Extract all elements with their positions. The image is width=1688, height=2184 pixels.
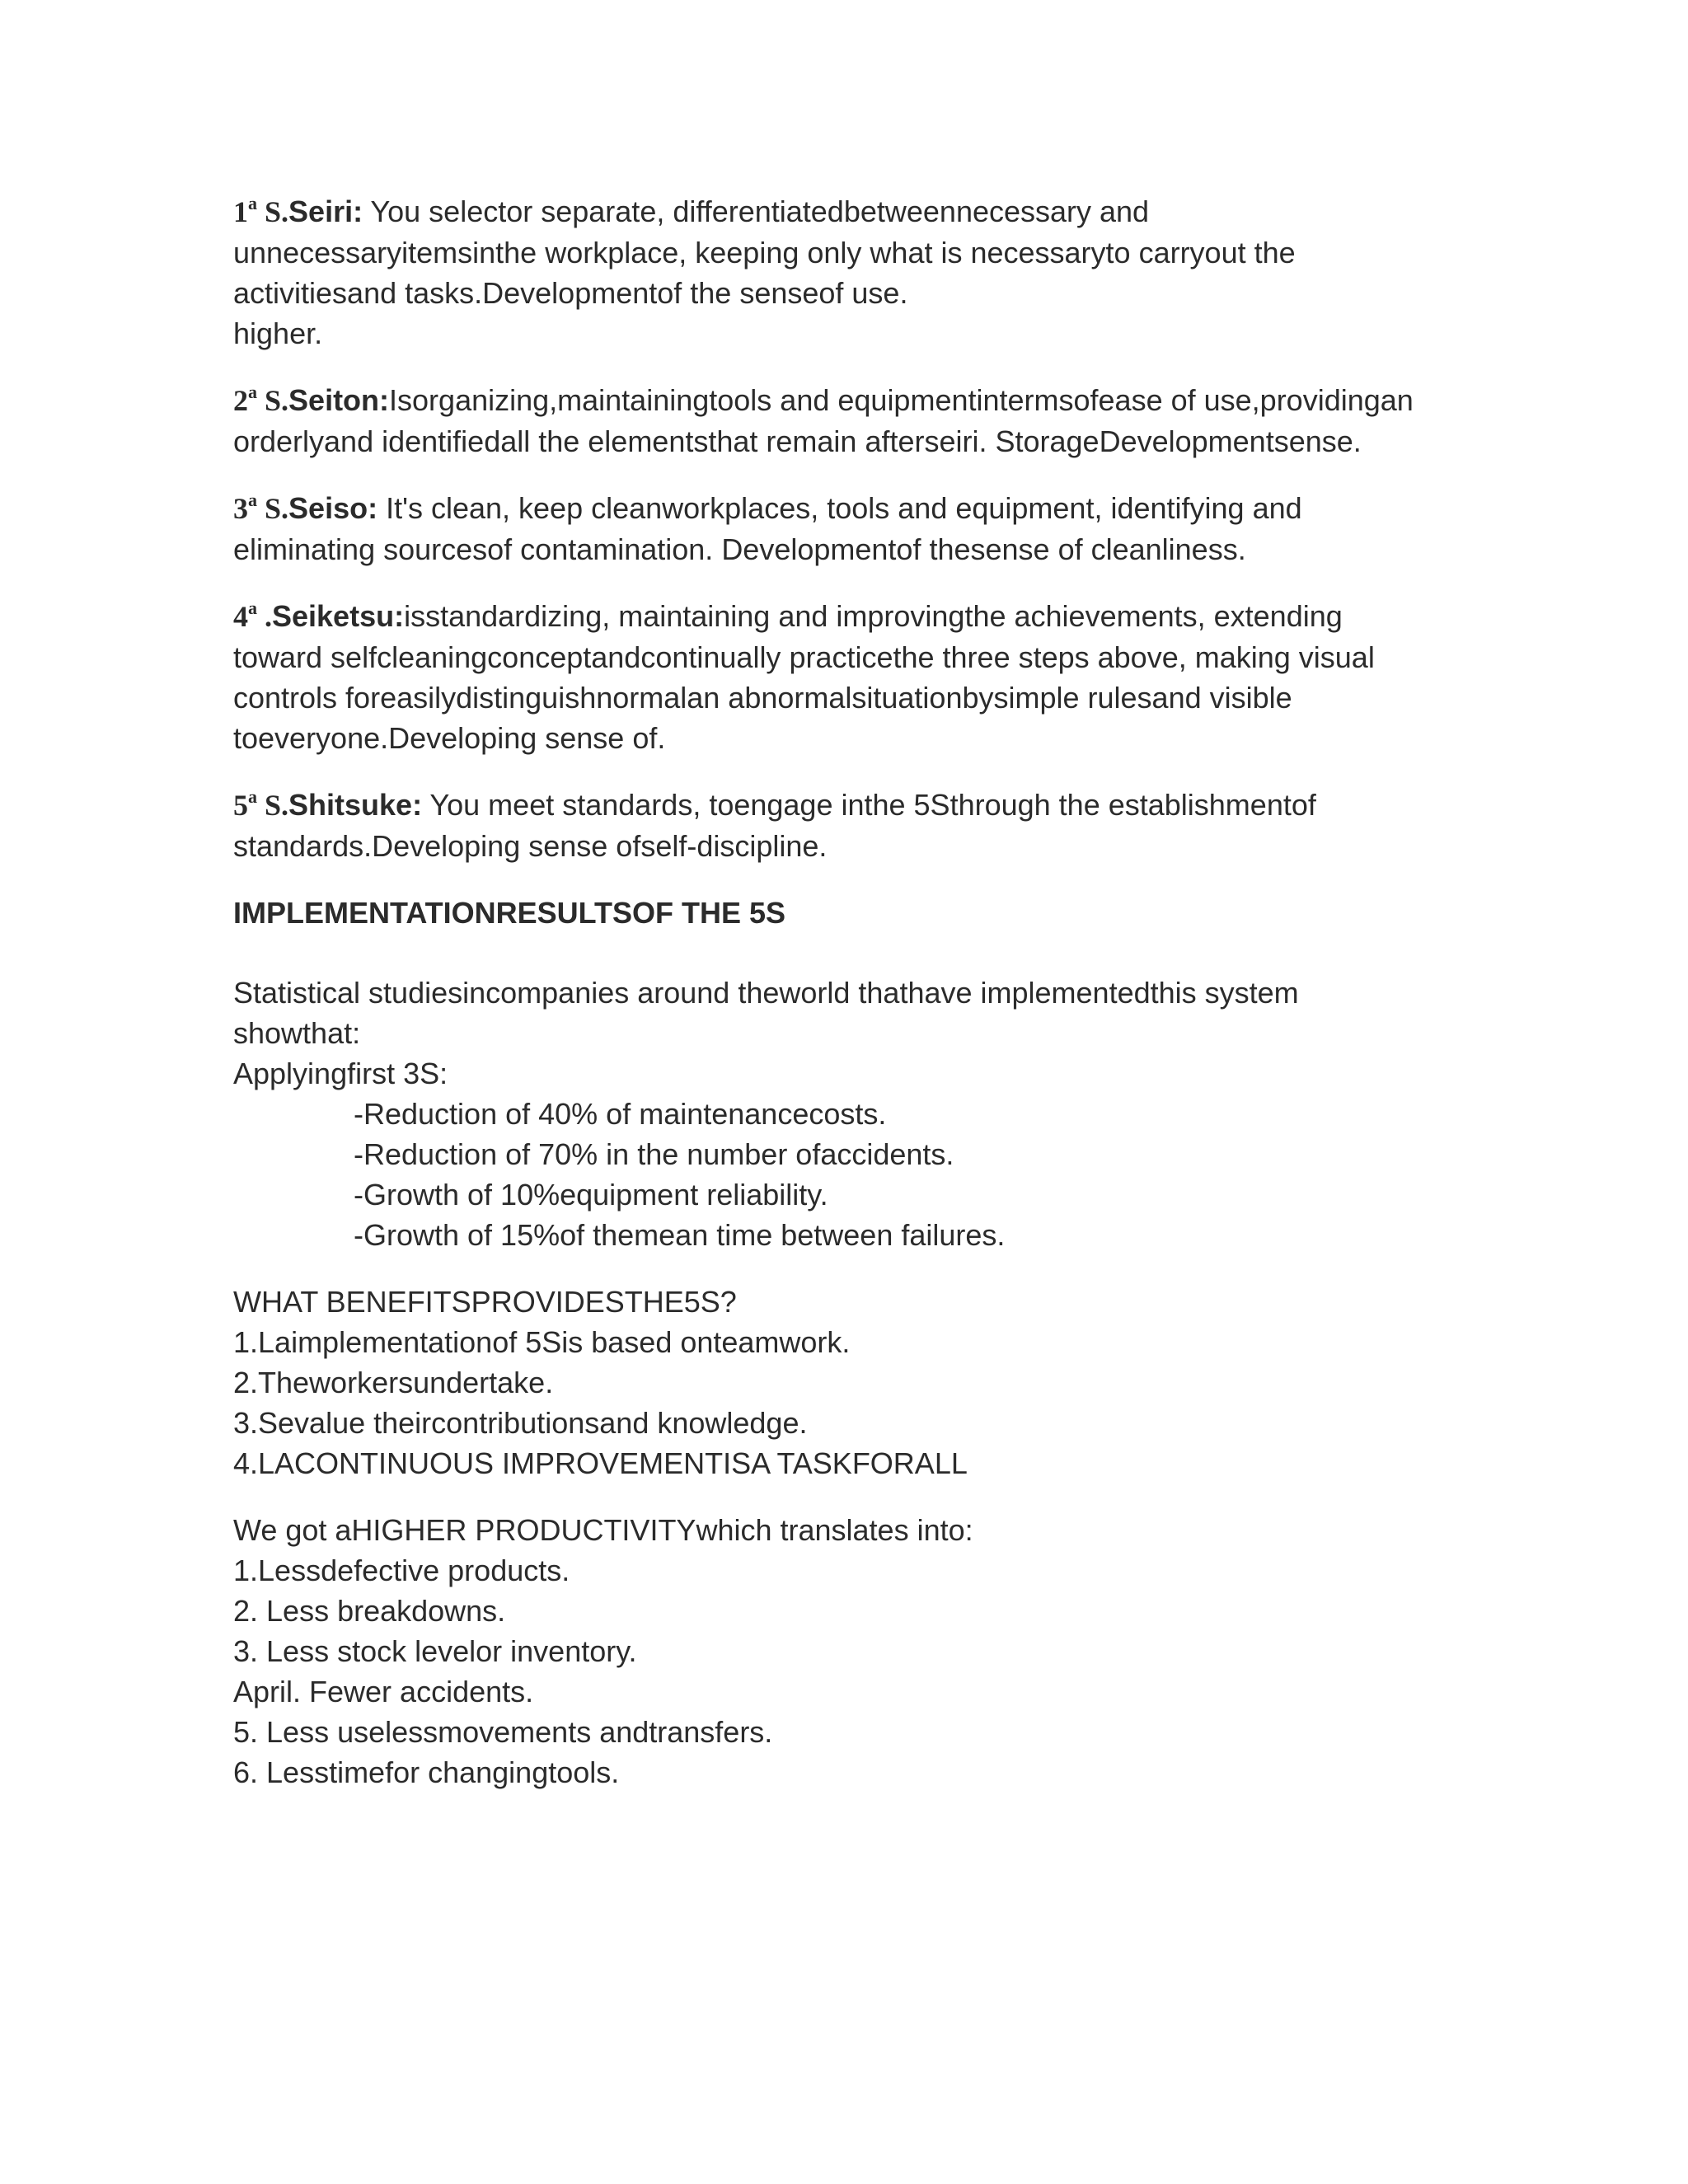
s-item-text-line: You meet standards, toengage inthe 5Sthrough the establishmentof bbox=[422, 788, 1316, 822]
s-item-number: 5$^a$ S. bbox=[233, 786, 289, 822]
productivity-item: 1.Lessdefective products. bbox=[233, 1554, 570, 1587]
stats-intro-line: showthat: bbox=[233, 1016, 361, 1050]
s-item-term: Seiri: bbox=[288, 194, 363, 228]
benefits-title: WHAT BENEFITSPROVIDESTHE5S? bbox=[233, 1285, 737, 1319]
productivity-intro: We got aHIGHER PRODUCTIVITYwhich translates into: bbox=[233, 1513, 973, 1547]
results-heading: IMPLEMENTATIONRESULTSOF THE 5S bbox=[233, 896, 786, 930]
s-item-shitsuke bbox=[233, 785, 1453, 866]
s-item-text-line: higher. bbox=[233, 316, 323, 350]
s-item-text-line: You selector separate, differentiatedbetweennecessary and bbox=[363, 194, 1150, 228]
s-item-text-line: unnecessaryitemsinthe workplace, keeping only what is necessaryto carryout the bbox=[233, 236, 1296, 269]
s-item-term: Seiton: bbox=[288, 383, 390, 417]
productivity-item: 5. Less uselessmovements andtransfers. bbox=[233, 1715, 773, 1749]
stats-list-item: -Reduction of 70% in the number ofaccidents. bbox=[354, 1137, 954, 1171]
s-item-term: Shitsuke: bbox=[288, 788, 423, 822]
productivity-item: April. Fewer accidents. bbox=[233, 1675, 534, 1708]
s-item-term: Seiketsu: bbox=[272, 599, 405, 633]
s-item-number: 1$^a$ S. bbox=[233, 193, 289, 228]
s-item-text-line: isstandardizing, maintaining and improvingthe achievements, extending bbox=[404, 599, 1343, 633]
s-item-number: 2$^a$ S. bbox=[233, 382, 289, 417]
stats-list-item: -Reduction of 40% of maintenancecosts. bbox=[354, 1097, 887, 1131]
stats-intro-line: Applyingfirst 3S: bbox=[233, 1057, 448, 1090]
s-item-text-line: toeveryone.Developing sense of. bbox=[233, 721, 666, 755]
benefits-item: 2.Theworkersundertake. bbox=[233, 1366, 554, 1399]
productivity-item: 3. Less stock levelor inventory. bbox=[233, 1634, 637, 1668]
s-item-text-line: controls foreasilydistinguishnormalan abnormalsituationbysimple rulesand visible bbox=[233, 681, 1292, 715]
s-item-text-line: activitiesand tasks.Developmentof the senseof use. bbox=[233, 276, 908, 310]
s-item-term: Seiso: bbox=[288, 491, 378, 525]
stats-list-item: -Growth of 15%of themean time between failures. bbox=[354, 1218, 1006, 1252]
benefits-item: 3.Sevalue theircontributionsand knowledge. bbox=[233, 1406, 808, 1440]
stats-intro-line: Statistical studiesincompanies around theworld thathave implementedthis system bbox=[233, 976, 1299, 1010]
s-item-text-line: toward selfcleaningconceptandcontinually practicethe three steps above, making visual bbox=[233, 640, 1375, 674]
productivity-item: 2. Less breakdowns. bbox=[233, 1594, 506, 1628]
s-item-number: 4$^a$ . bbox=[233, 598, 272, 633]
benefits-item: 4.LACONTINUOUS IMPROVEMENTISA TASKFORALL bbox=[233, 1446, 968, 1480]
s-item-seiri bbox=[233, 191, 1453, 354]
benefits-section bbox=[233, 1282, 1453, 1483]
benefits-item: 1.Laimplementationof 5Sis based onteamwork. bbox=[233, 1325, 851, 1359]
s-item-text-line: It's clean, keep cleanworkplaces, tools and equipment, identifying and bbox=[377, 491, 1302, 525]
stats-list-item: -Growth of 10%equipment reliability. bbox=[354, 1178, 828, 1212]
document-page bbox=[233, 191, 1453, 1819]
s-item-number: 3$^a$ S. bbox=[233, 490, 289, 525]
s-item-text-line: eliminating sourcesof contamination. Developmentof thesense of cleanliness. bbox=[233, 532, 1246, 566]
stats-section bbox=[233, 972, 1453, 1255]
s-item-text-line: standards.Developing sense ofself-discipline. bbox=[233, 829, 828, 863]
productivity-section bbox=[233, 1510, 1453, 1793]
s-item-seiton bbox=[233, 380, 1453, 462]
productivity-item: 6. Lesstimefor changingtools. bbox=[233, 1755, 620, 1789]
s-item-seiso bbox=[233, 488, 1453, 569]
s-item-seiketsu bbox=[233, 596, 1453, 758]
s-item-text-line: orderlyand identifiedall the elementsthat remain afterseiri. StorageDevelopmentsense. bbox=[233, 424, 1362, 458]
s-item-text-line: Isorganizing,maintainingtools and equipmentintermsofease of use,providingan bbox=[389, 383, 1414, 417]
